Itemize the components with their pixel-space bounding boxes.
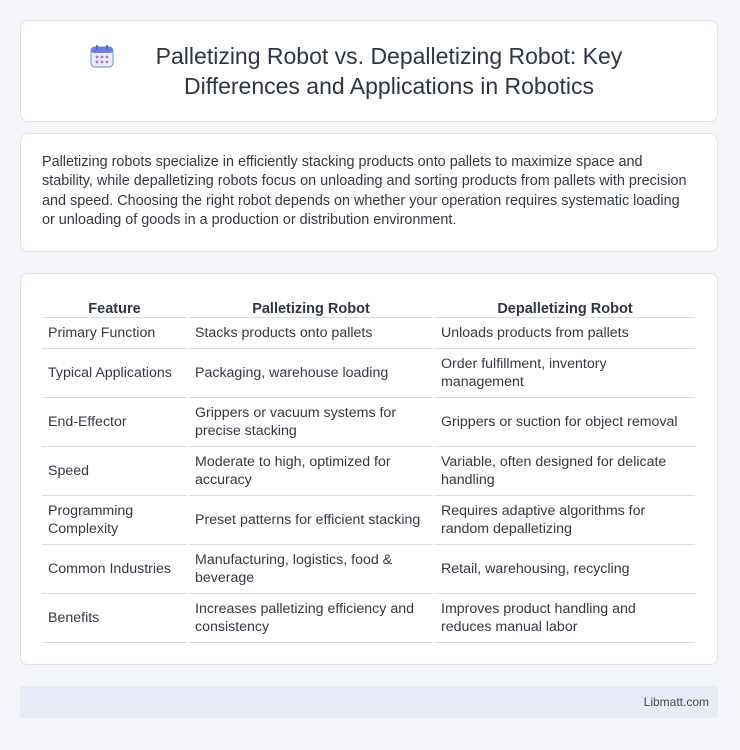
depalletizing-cell: Requires adaptive algorithms for random depalletizing	[435, 496, 695, 545]
calendar-icon	[89, 43, 115, 69]
table-row	[42, 349, 695, 398]
table-row	[42, 496, 695, 545]
footer-site-link[interactable]: Libmatt.com	[643, 695, 709, 709]
depalletizing-cell: Improves product handling and reduces manual labor	[435, 594, 695, 643]
footer	[20, 686, 718, 718]
title-card	[20, 20, 718, 122]
palletizing-cell: Preset patterns for efficient stacking	[189, 496, 433, 545]
intro-card	[20, 133, 718, 252]
table-row	[42, 318, 695, 349]
comparison-table	[40, 296, 697, 643]
feature-cell: Primary Function	[42, 318, 187, 349]
feature-cell: Programming Complexity	[42, 496, 187, 545]
palletizing-cell: Manufacturing, logistics, food & beverage	[189, 545, 433, 594]
palletizing-cell: Grippers or vacuum systems for precise stacking	[189, 398, 433, 447]
table-row	[42, 545, 695, 594]
palletizing-cell: Stacks products onto pallets	[189, 318, 433, 349]
table-row	[42, 398, 695, 447]
feature-cell: Common Industries	[42, 545, 187, 594]
palletizing-cell: Increases palletizing efficiency and consistency	[189, 594, 433, 643]
table-header-row	[42, 296, 695, 318]
column-header-palletizing: Palletizing Robot	[189, 296, 433, 318]
feature-cell: Benefits	[42, 594, 187, 643]
page-title: Palletizing Robot vs. Depalletizing Robot: Key Differences and Applications in Robotics	[155, 43, 623, 99]
depalletizing-cell: Grippers or suction for object removal	[435, 398, 695, 447]
depalletizing-cell: Unloads products from pallets	[435, 318, 695, 349]
column-header-feature: Feature	[42, 296, 187, 318]
table-row	[42, 594, 695, 643]
palletizing-cell: Packaging, warehouse loading	[189, 349, 433, 398]
comparison-card	[20, 273, 718, 665]
column-header-depalletizing: Depalletizing Robot	[435, 296, 695, 318]
depalletizing-cell: Variable, often designed for delicate handling	[435, 447, 695, 496]
feature-cell: Typical Applications	[42, 349, 187, 398]
intro-paragraph: Palletizing robots specialize in efficiently stacking products onto pallets to maximize space and stability, while depalletizing robots focus on unloading and sorting products from pallets with precision and speed. Choosing the right robot depends on whether your operation requires systematic loading or unloading of goods in a production or distribution environment.	[42, 154, 687, 229]
depalletizing-cell: Retail, warehousing, recycling	[435, 545, 695, 594]
palletizing-cell: Moderate to high, optimized for accuracy	[189, 447, 433, 496]
feature-cell: Speed	[42, 447, 187, 496]
feature-cell: End-Effector	[42, 398, 187, 447]
depalletizing-cell: Order fulfillment, inventory management	[435, 349, 695, 398]
title-wrap	[89, 41, 649, 101]
table-row	[42, 447, 695, 496]
